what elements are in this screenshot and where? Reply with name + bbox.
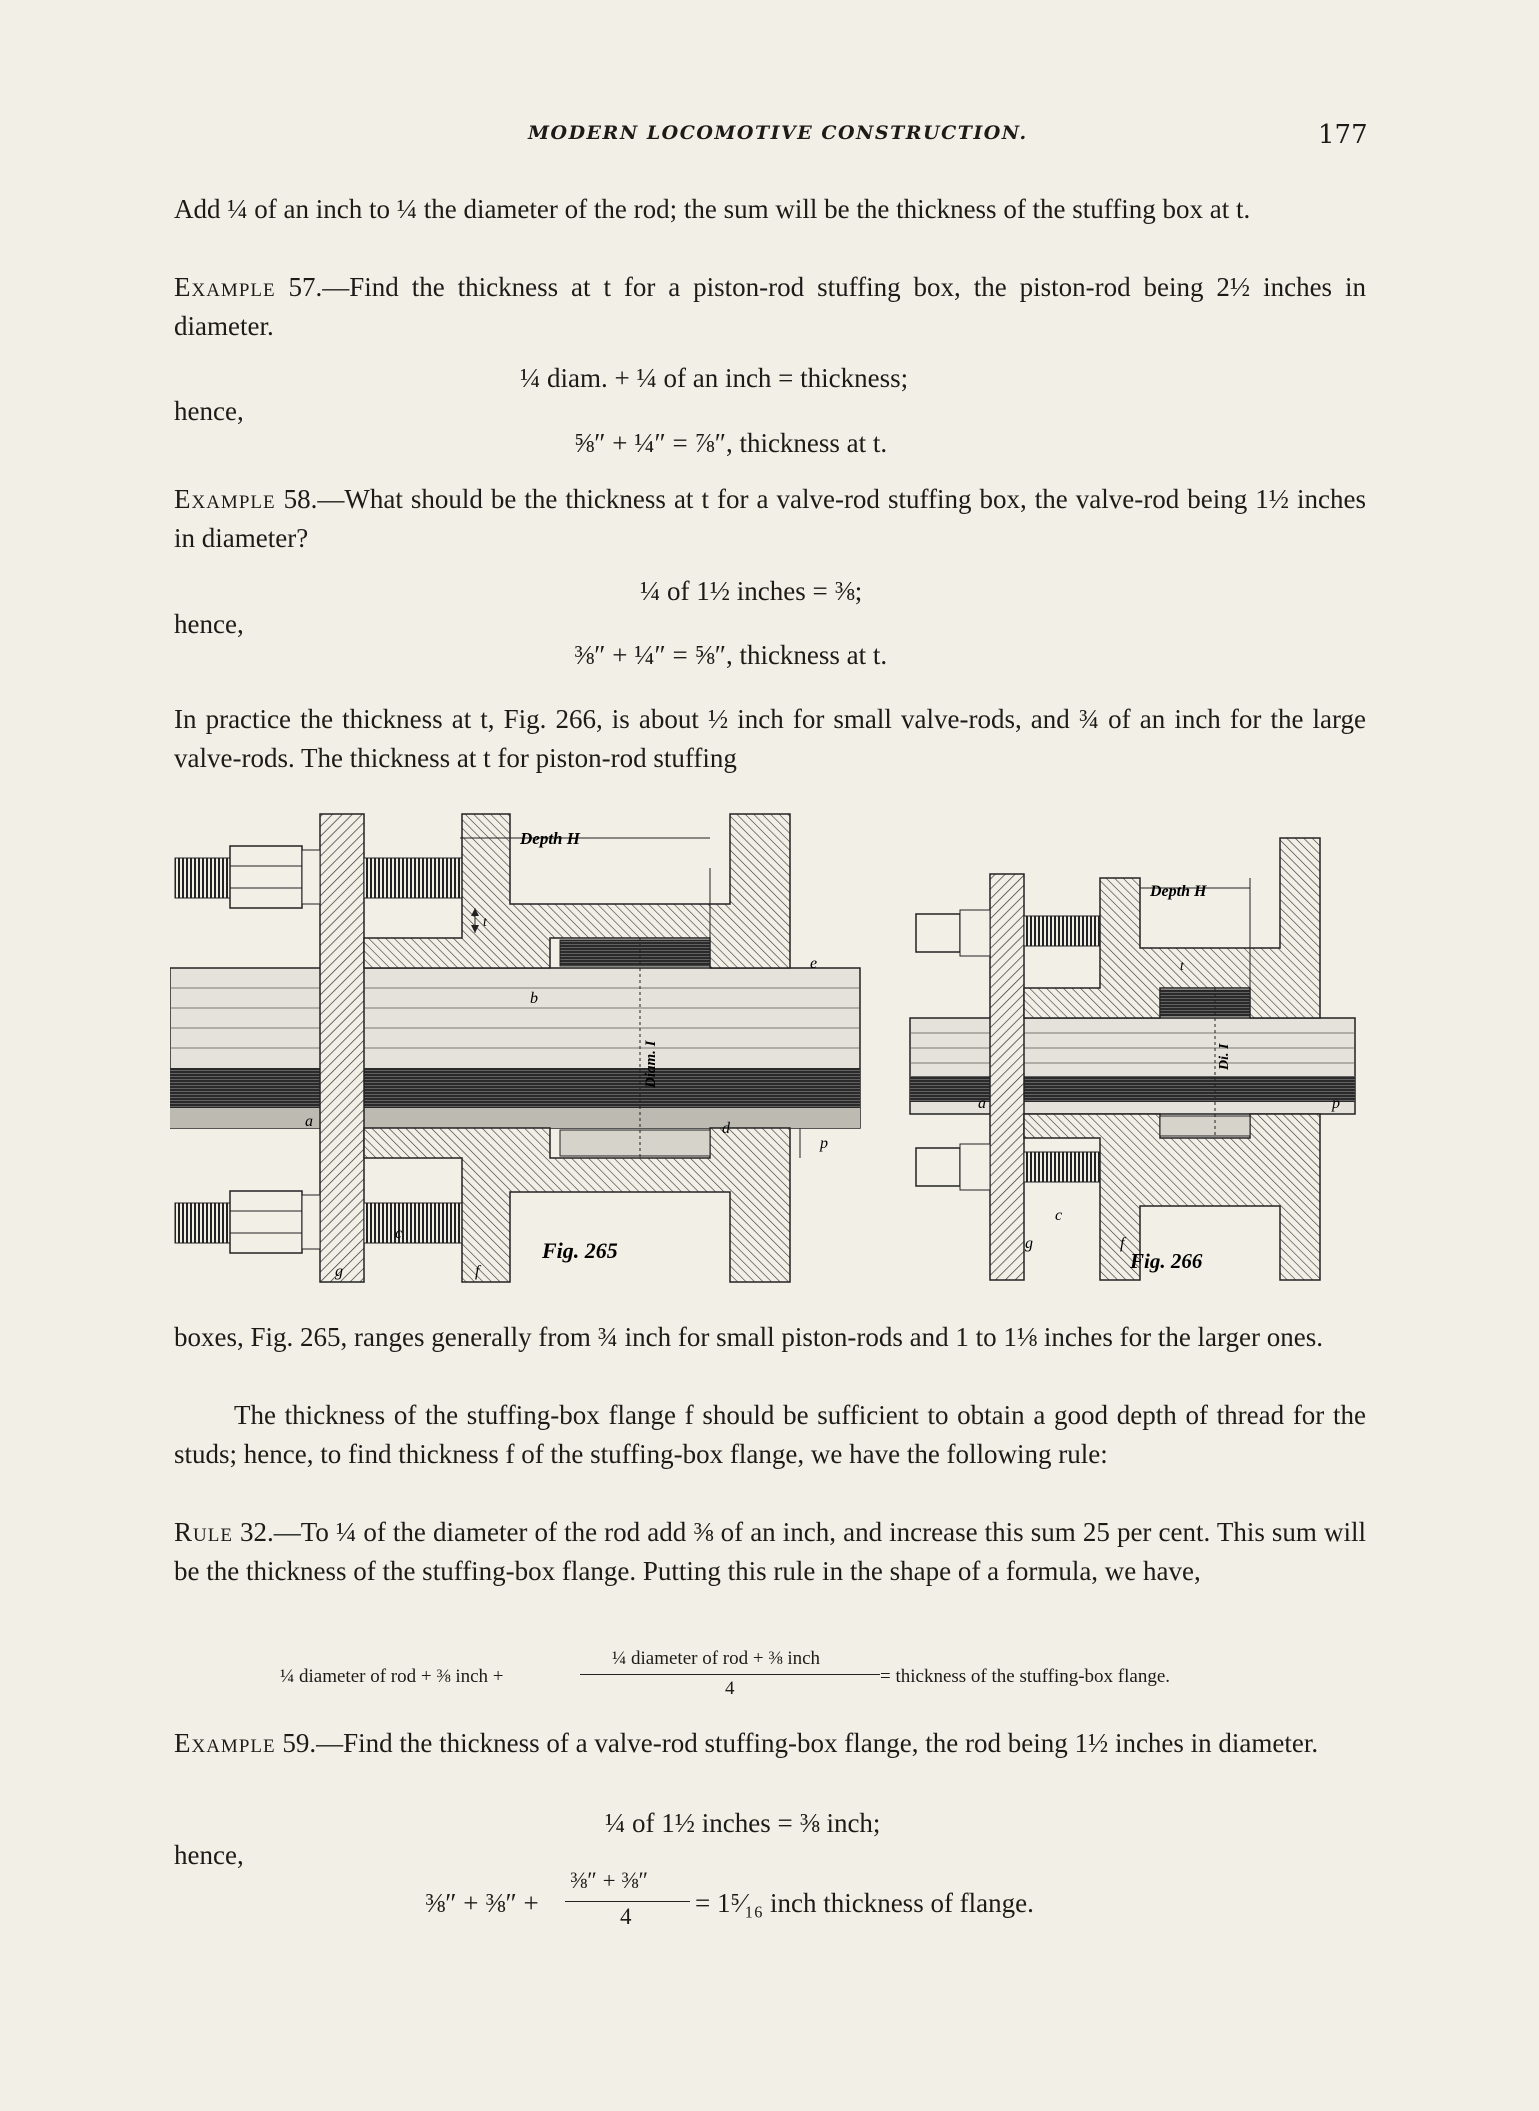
fig-265-label-t: t [483,915,487,930]
ex58-equation-1: ¼ of 1½ inches = ⅜; [640,576,863,606]
ex59-equation-2 [425,1868,1185,1938]
fig-265-depth-label: Depth H [520,829,580,848]
example-text: 59.—Find the thickness of a valve-rod stuffing-box flange, the rod being 1½ inches in diameter. [282,1728,1319,1758]
formula-left: ¼ diameter of rod + ⅜ inch + [280,1666,504,1687]
example-text: 57.—Find the thickness at t for a piston-rod stuffing box, the piston-rod being 2½ inches in diameter. [174,272,1366,341]
fig-265-label-d: d [722,1120,730,1137]
ex58-equation-2: ⅜″ + ¼″ = ⅝″, thickness at t. [574,640,888,670]
running-title: MODERN LOCOMOTIVE CONSTRUCTION. [528,122,1028,144]
fig-265-caption: Fig. 265 [542,1238,618,1263]
fig-266-label-a: a [978,1095,986,1112]
example-label: Example [174,272,276,302]
fig-266-label-p: p [1332,1095,1340,1112]
fig-265-drawing [170,814,860,1282]
fig-266-caption: Fig. 266 [1130,1249,1203,1273]
hence-2: hence, [174,609,244,639]
fig-265-label-c: c [395,1225,403,1242]
formula-fraction-bar [580,1674,880,1675]
formula-denominator: 4 [725,1678,735,1699]
ex57-equation-2: ⅝″ + ¼″ = ⅞″, thickness at t. [574,428,888,458]
fig-266-diam-label: Di. I [1217,1043,1232,1070]
paragraph-1: Add ¼ of an inch to ¼ the diameter of the rod; the sum will be the thickness of the stuffing box at t. [174,194,1251,224]
fig-265-diam-label: Diam. I [643,1040,659,1088]
ex59-eq2-numerator: ⅜″ + ⅜″ [570,1868,649,1893]
fig-266-label-t: t [1180,959,1184,974]
hence-1: hence, [174,396,244,426]
rule-text: 32.—To ¼ of the diameter of the rod add ⅜ of an inch, and increase this sum 25 per cent. This sum will be the thickness of the stuffing-box flange. Putting this rule in the shape of a formula, we have, [174,1517,1367,1586]
paragraph-practice: In practice the thickness at t, Fig. 266, is about ½ inch for small valve-rods, and ¾ of an inch for the large valve-rods. The thickness at t for piston-rod stuffing [174,704,1366,773]
example-58 [174,480,1366,558]
formula-numerator: ¼ diameter of rod + ⅜ inch [612,1648,821,1669]
fig-266-label-f: f [1120,1235,1125,1252]
fig-266-drawing [910,838,1355,1280]
formula-right: = thickness of the stuffing-box flange. [880,1666,1171,1687]
fig-265-label-f: f [475,1263,480,1280]
ex59-eq2-right: = 1⁵⁄₁₆ inch thickness of flange. [695,1888,1034,1918]
ex59-eq2-fraction-bar [565,1901,690,1902]
example-59 [174,1724,1366,1763]
ex59-equation-1: ¼ of 1½ inches = ⅜ inch; [605,1808,881,1838]
hence-3: hence, [174,1840,244,1870]
example-text: 58.—What should be the thickness at t for a valve-rod stuffing box, the valve-rod being 1½ inches in diameter? [174,484,1366,553]
example-57 [174,268,1366,346]
fig-265-label-a: a [305,1113,313,1130]
fig-265-label-g: g [335,1263,343,1280]
paragraph-flange: The thickness of the stuffing-box flange f should be sufficient to obtain a good depth of thread for the studs; hence, to find thickness f of the stuffing-box flange, we have the following rule: [174,1400,1366,1469]
ex59-eq2-denominator: 4 [620,1904,632,1929]
fig-265-label-b: b [530,990,538,1007]
page-number: 177 [1318,120,1368,150]
example-label: Example [174,1728,276,1758]
fig-266-depth-label: Depth H [1150,883,1207,900]
paragraph-boxes: boxes, Fig. 265, ranges generally from ¾ inch for small piston-rods and 1 to 1⅛ inches for the larger ones. [174,1322,1324,1352]
ex57-equation-1: ¼ diam. + ¼ of an inch = thickness; [520,363,909,393]
rule-label: Rule [174,1517,233,1547]
example-label: Example [174,484,276,514]
figure-stuffing-boxes [170,808,1370,1288]
fig-265-label-e: e [810,955,818,972]
fig-265-label-p: p [820,1135,828,1152]
rule-32 [174,1513,1366,1591]
fig-266-label-c: c [1055,1207,1063,1224]
fig-266-label-g: g [1025,1235,1033,1252]
ex59-eq2-left: ⅜″ + ⅜″ + [425,1888,539,1918]
